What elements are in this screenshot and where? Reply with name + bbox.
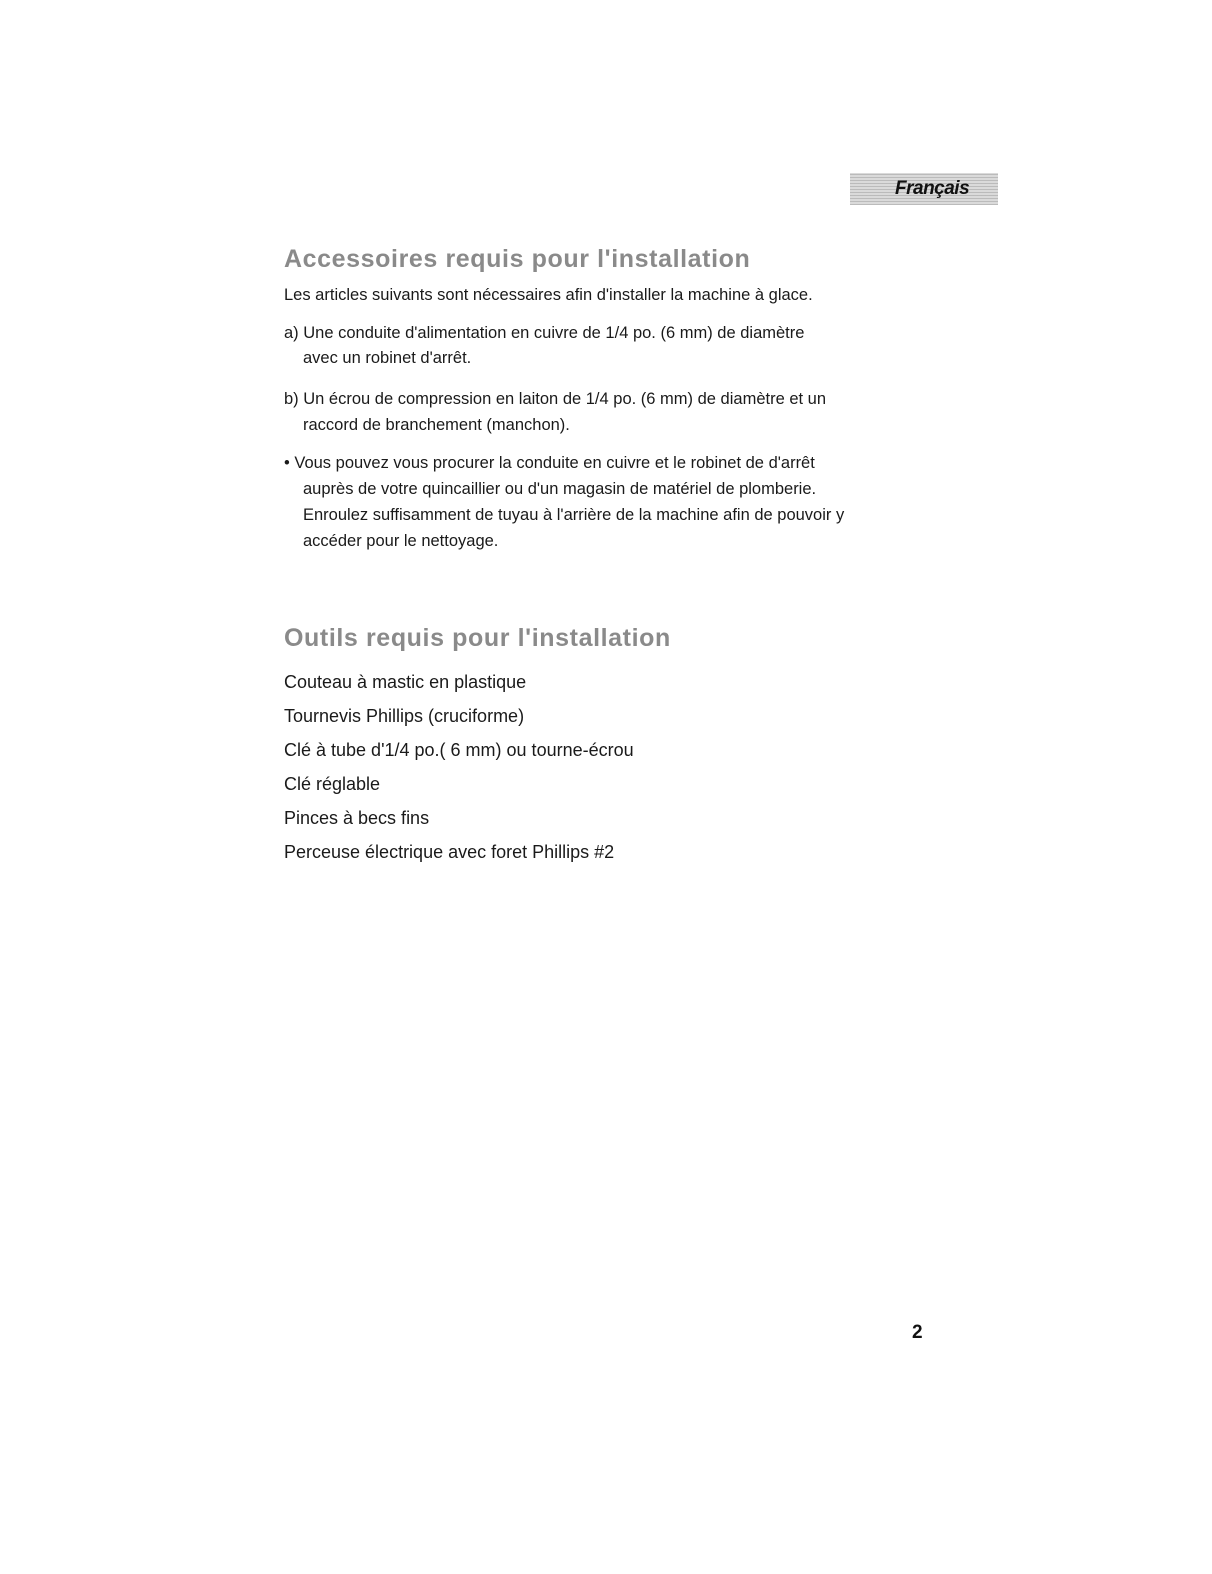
- bullet-line4: accéder pour le nettoyage.: [303, 532, 499, 550]
- page-number: 2: [912, 1322, 923, 1343]
- bullet-line3: Enroulez suffisamment de tuyau à l'arrière de la machine afin de pouvoir y: [303, 506, 845, 524]
- item-a-line2: avec un robinet d'arrêt.: [303, 349, 472, 367]
- item-a-line1: a) Une conduite d'alimentation en cuivre de 1/4 po. (6 mm) de diamètre: [284, 324, 805, 342]
- bullet-line2: auprès de votre quincaillier ou d'un magasin de matériel de plomberie.: [303, 480, 817, 498]
- language-tab: [850, 173, 998, 205]
- section-title-tools: Outils requis pour l'installation: [284, 624, 671, 652]
- section-title-accessories: Accessoires requis pour l'installation: [284, 245, 751, 273]
- language-label: Français: [895, 178, 970, 199]
- tool-item: Tournevis Phillips (cruciforme): [284, 706, 525, 726]
- tool-item: Clé à tube d'1/4 po.( 6 mm) ou tourne-écrou: [284, 740, 634, 760]
- tool-item: Perceuse électrique avec foret Phillips #2: [284, 842, 615, 862]
- item-b-line2: raccord de branchement (manchon).: [303, 416, 570, 434]
- intro-text: Les articles suivants sont nécessaires afin d'installer la machine à glace.: [284, 286, 813, 304]
- item-b-line1: b) Un écrou de compression en laiton de 1/4 po. (6 mm) de diamètre et un: [284, 390, 827, 408]
- tool-item: Clé réglable: [284, 774, 381, 794]
- tool-item: Pinces à becs fins: [284, 808, 430, 828]
- bullet-line1: • Vous pouvez vous procurer la conduite en cuivre et le robinet de d'arrêt: [284, 454, 815, 472]
- tool-item: Couteau à mastic en plastique: [284, 672, 527, 692]
